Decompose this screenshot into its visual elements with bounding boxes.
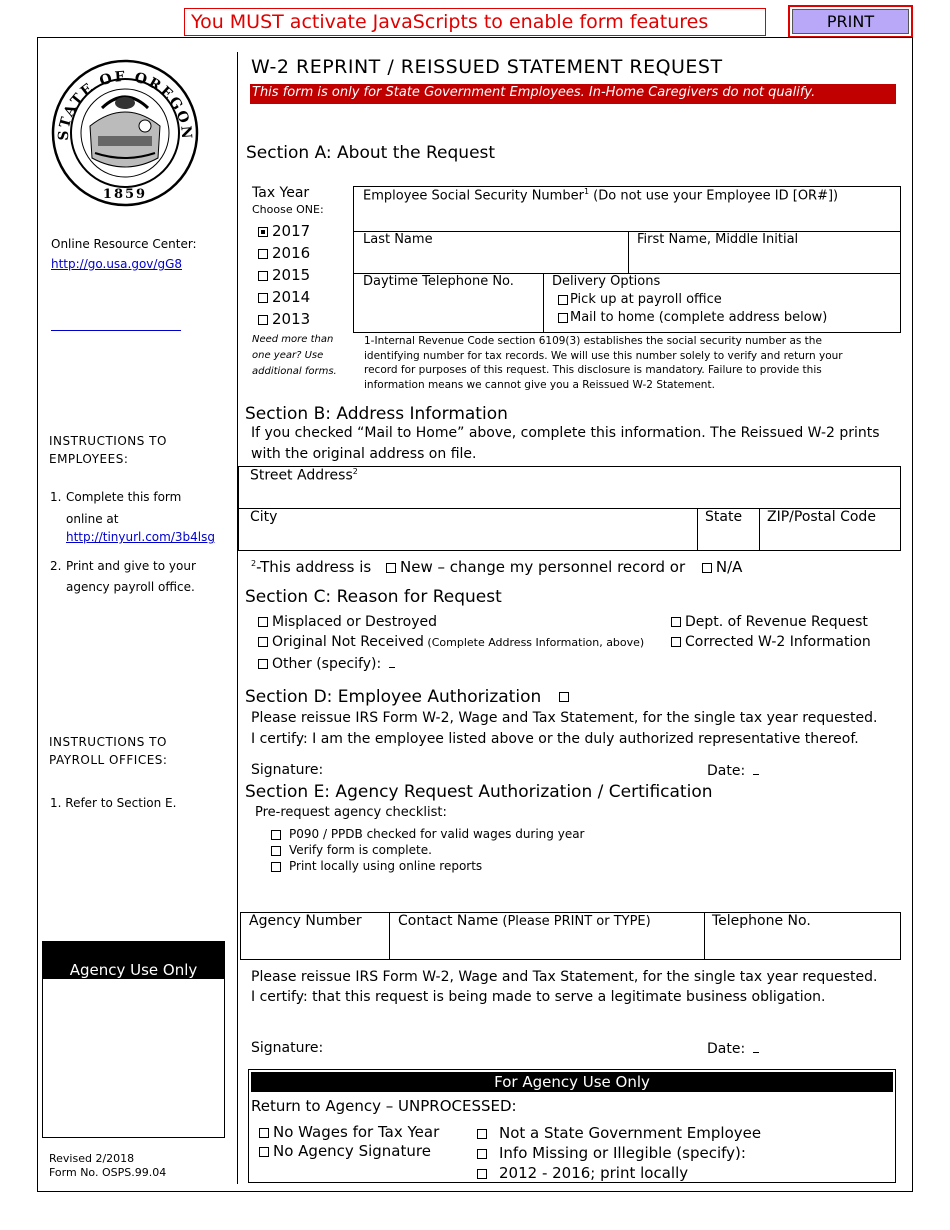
year-label: 2016 [272, 244, 311, 262]
section-a-heading: Section A: About the Request [246, 143, 496, 163]
first-name-field[interactable] [628, 231, 901, 274]
year-label: 2014 [272, 288, 311, 306]
pickup-checkbox[interactable] [558, 295, 568, 305]
no-wages-label: No Wages for Tax Year [273, 1123, 440, 1141]
corrected-checkbox[interactable] [671, 637, 681, 647]
return-to-agency-label: Return to Agency – UNPROCESSED: [251, 1097, 517, 1115]
footnote-line: record for purposes of this request. This disclosure is mandatory. Failure to provide this [364, 364, 822, 376]
ssn-footnote-ref: 1 [583, 187, 590, 196]
na-checkbox[interactable] [702, 563, 712, 573]
reason-not-received[interactable] [258, 634, 644, 650]
address-footnote-ref: 2 [251, 559, 257, 568]
for-agency-use-label: For Agency Use Only [494, 1073, 650, 1091]
payroll-heading-2: PAYROLL OFFICES: [49, 753, 168, 767]
street-footnote-ref: 2 [352, 467, 358, 476]
revised-date: Revised 2/2018 [49, 1152, 135, 1165]
section-d-heading [245, 687, 573, 707]
return-not-state[interactable] [477, 1124, 761, 1142]
return-no-signature[interactable] [259, 1142, 431, 1160]
step1-link[interactable]: http://tinyurl.com/3b4lsg [66, 530, 215, 544]
section-b-heading: Section B: Address Information [245, 404, 508, 424]
ssn-note: (Do not use your Employee ID [OR#]) [589, 188, 839, 204]
agency-number-label: Agency Number [249, 913, 362, 929]
checklist-item-label: P090 / PPDB checked for valid wages during year [289, 827, 585, 841]
return-info-missing[interactable] [477, 1144, 746, 1162]
footnote-line: 1-Internal Revenue Code section 6109(3) establishes the social security number as the [364, 335, 822, 347]
checklist-item-2[interactable] [271, 843, 432, 857]
subtitle-text: This form is only for State Government Employees. In-Home Caregivers do not qualify. [252, 85, 816, 100]
js-notice: You MUST activate JavaScripts to enable form features [184, 8, 766, 36]
print-locally-checkbox[interactable] [477, 1169, 487, 1179]
other-specify-line[interactable] [389, 655, 395, 668]
zip-field[interactable] [759, 508, 901, 551]
checklist-checkbox[interactable] [271, 862, 281, 872]
agency-telephone-field[interactable] [704, 912, 901, 960]
resource-link[interactable]: http://go.usa.gov/gG8 [51, 257, 183, 271]
more-years-line: one year? Use [252, 350, 324, 361]
checklist-item-3[interactable] [271, 859, 482, 873]
not-received-note: (Complete Address Information, above) [423, 636, 645, 649]
seal-year: 1859 [102, 187, 148, 202]
address-is-label: -This address is [256, 558, 372, 576]
section-d-date[interactable] [707, 762, 759, 779]
tax-year-options [258, 222, 310, 332]
last-name-field[interactable] [353, 231, 629, 274]
section-e-heading: Section E: Agency Request Authorization / Certification [245, 782, 713, 802]
choose-one-label: Choose ONE: [252, 203, 324, 216]
section-e-date-line[interactable] [753, 1040, 759, 1053]
resource-label: Online Resource Center: [51, 237, 197, 251]
checklist-checkbox[interactable] [271, 830, 281, 840]
mail-home-label: Mail to home (complete address below) [570, 310, 828, 325]
na-label: N/A [715, 558, 743, 576]
checklist-checkbox[interactable] [271, 846, 281, 856]
dept-revenue-checkbox[interactable] [671, 617, 681, 627]
not-received-checkbox[interactable] [258, 637, 268, 647]
mail-home-option[interactable] [558, 310, 827, 325]
footnote-line: identifying number for tax records. We will use this number solely to verify and return your [364, 349, 843, 362]
section-b-instruction-2: with the original address on file. [251, 446, 477, 462]
year-label: 2017 [272, 222, 311, 240]
more-years-line: additional forms. [252, 366, 337, 377]
ssn-label: Employee Social Security Number [363, 188, 584, 204]
employees-heading-1: INSTRUCTIONS TO [49, 434, 167, 448]
section-c-heading: Section C: Reason for Request [245, 587, 502, 607]
mail-home-checkbox[interactable] [558, 313, 568, 323]
delivery-label: Delivery Options [552, 274, 661, 289]
year-checkbox[interactable] [258, 293, 268, 303]
seal-arc-text [50, 58, 200, 208]
state-field[interactable] [697, 508, 760, 551]
step2-text-2: agency payroll office. [66, 580, 195, 594]
street-address-field[interactable] [238, 466, 901, 509]
section-d-line-1: Please reissue IRS Form W-2, Wage and Tax Statement, for the single tax year requested. [251, 710, 878, 726]
agency-telephone-label: Telephone No. [712, 913, 811, 929]
contact-name-field[interactable] [389, 912, 705, 960]
year-option-2014[interactable] [258, 288, 310, 310]
not-state-label: Not a State Government Employee [499, 1124, 762, 1142]
print-button[interactable] [788, 5, 913, 38]
return-no-wages[interactable] [259, 1123, 439, 1141]
agency-use-only-box [42, 941, 225, 1138]
year-option-2017[interactable] [258, 222, 310, 244]
year-label: 2015 [272, 266, 311, 284]
city-label: City [250, 509, 278, 525]
reason-misplaced[interactable] [258, 614, 437, 630]
section-d-title: Section D: Employee Authorization [245, 687, 542, 707]
agency-use-only-label: Agency Use Only [69, 961, 198, 979]
sidebar-divider [237, 52, 238, 1184]
no-signature-label: No Agency Signature [273, 1142, 431, 1160]
state-label: State [705, 509, 743, 525]
ssn-field[interactable] [353, 186, 901, 232]
section-e-line-1: Please reissue IRS Form W-2, Wage and Tax Statement, for the single tax year requested. [251, 969, 878, 985]
agency-use-only-header [43, 942, 224, 979]
sidebar-rule [51, 330, 181, 331]
pickup-label: Pick up at payroll office [570, 292, 722, 307]
year-checkbox[interactable] [258, 315, 268, 325]
step1-number: 1. [50, 490, 62, 504]
reason-corrected[interactable] [671, 634, 871, 650]
section-e-date-label: Date: [707, 1041, 746, 1057]
subtitle-banner [250, 84, 896, 104]
other-checkbox[interactable] [258, 659, 268, 669]
new-change-label: New – change my personnel record or [400, 558, 686, 576]
employees-heading-2: EMPLOYEES: [49, 452, 129, 466]
for-agency-use-header [251, 1072, 893, 1092]
zip-label: ZIP/Postal Code [767, 509, 876, 525]
section-d-date-label: Date: [707, 763, 746, 779]
step1-text-1: Complete this form [66, 490, 182, 504]
contact-name-note: (Please PRINT or TYPE) [498, 914, 651, 929]
phone-label: Daytime Telephone No. [363, 274, 514, 289]
checklist-label: Pre-request agency checklist: [255, 805, 447, 820]
payroll-heading-1: INSTRUCTIONS TO [49, 735, 167, 749]
year-checkbox[interactable] [258, 249, 268, 259]
year-option-2016[interactable] [258, 244, 310, 266]
return-print-locally[interactable] [477, 1164, 688, 1182]
other-label: Other (specify): [272, 656, 382, 672]
delivery-options-field [543, 273, 901, 333]
section-d-line-2: I certify: I am the employee listed above or the duly authorized representative thereof. [251, 731, 859, 747]
misplaced-label: Misplaced or Destroyed [272, 614, 438, 630]
contact-name-label: Contact Name [398, 913, 499, 929]
print-locally-label: 2012 - 2016; print locally [499, 1164, 689, 1182]
year-label: 2013 [272, 310, 311, 328]
info-missing-checkbox[interactable] [477, 1149, 487, 1159]
checklist-item-label: Print locally using online reports [289, 859, 483, 873]
section-b-instruction-1: If you checked “Mail to Home” above, complete this information. The Reissued W-2 prints [251, 425, 880, 441]
step1-text-2: online at [66, 512, 119, 526]
print-button-label: PRINT [792, 9, 909, 34]
ssn-footnote [364, 334, 843, 392]
year-option-2015[interactable] [258, 266, 310, 288]
step2-number: 2. [50, 559, 62, 573]
year-checkbox[interactable] [258, 271, 268, 281]
misplaced-checkbox[interactable] [258, 617, 268, 627]
payroll-step1: 1. Refer to Section E. [50, 796, 177, 810]
new-change-checkbox[interactable] [386, 563, 396, 573]
section-d-date-line[interactable] [753, 762, 759, 775]
agency-number-field[interactable] [240, 912, 390, 960]
no-wages-checkbox[interactable] [259, 1128, 269, 1138]
not-state-checkbox[interactable] [477, 1129, 487, 1139]
no-signature-checkbox[interactable] [259, 1147, 269, 1157]
dept-revenue-label: Dept. of Revenue Request [685, 614, 868, 630]
corrected-label: Corrected W-2 Information [685, 634, 871, 650]
first-name-label: First Name, Middle Initial [637, 232, 799, 247]
year-option-2013[interactable] [258, 310, 310, 332]
year-checkbox[interactable] [258, 227, 268, 237]
last-name-label: Last Name [363, 232, 433, 247]
more-years-line: Need more than [252, 334, 334, 345]
page-title: W-2 REPRINT / REISSUED STATEMENT REQUEST [251, 56, 723, 78]
section-e-line-2: I certify: that this request is being made to serve a legitimate business obligation. [251, 989, 826, 1005]
pickup-option[interactable] [558, 292, 722, 307]
section-e-date[interactable] [707, 1040, 759, 1057]
street-label: Street Address [250, 467, 353, 484]
footnote-line: information means we cannot give you a Reissued W-2 Statement. [364, 378, 715, 391]
section-d-signature-label: Signature: [251, 762, 324, 778]
checklist-item-label: Verify form is complete. [289, 843, 432, 857]
employee-authorization-checkbox[interactable] [559, 692, 569, 702]
reason-other[interactable] [258, 655, 395, 672]
info-missing-label: Info Missing or Illegible (specify): [499, 1144, 746, 1162]
address-is-row [251, 558, 742, 576]
more-years-note [252, 332, 337, 380]
section-e-signature-label: Signature: [251, 1040, 324, 1056]
reason-dept-revenue[interactable] [671, 614, 868, 630]
tax-year-label: Tax Year [252, 185, 310, 201]
seal-arc-label: STATE OF OREGON [55, 68, 195, 142]
not-received-label: Original Not Received [272, 634, 424, 650]
city-field[interactable] [238, 508, 698, 551]
for-agency-use-box [248, 1069, 896, 1183]
form-number: Form No. OSPS.99.04 [49, 1166, 167, 1179]
checklist-item-1[interactable] [271, 827, 585, 841]
phone-field[interactable] [353, 273, 544, 333]
step2-text-1: Print and give to your [66, 559, 196, 573]
